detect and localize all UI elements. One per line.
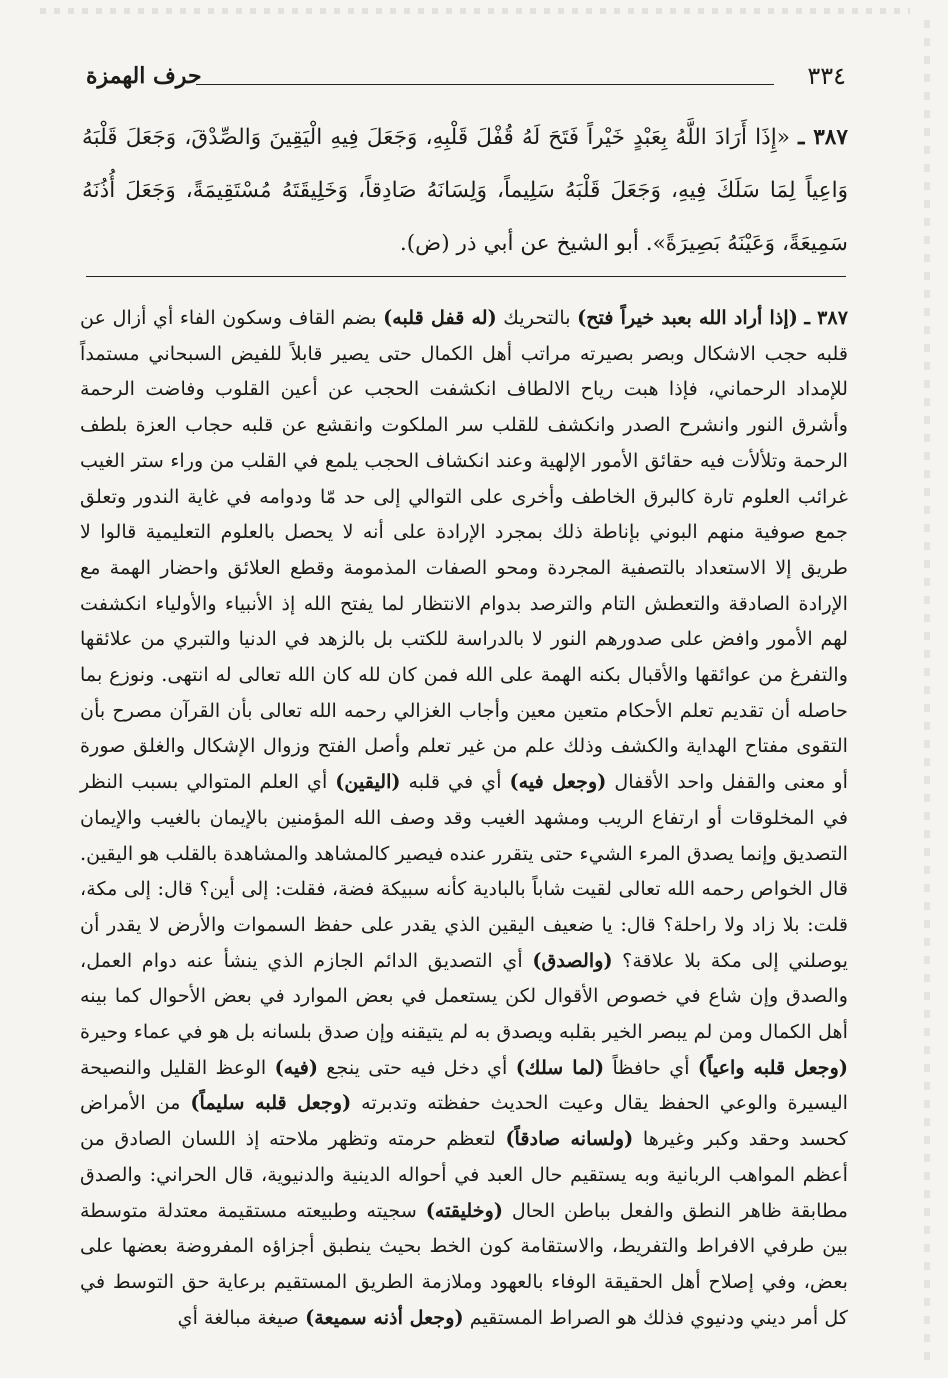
- commentary-text: أي دخل فيه حتى ينجع: [317, 1055, 516, 1079]
- hadith-source: أبو الشيخ عن أبي ذر (ض).: [399, 230, 639, 256]
- chapter-title: حرف الهمزة: [86, 63, 202, 89]
- commentary-text: سجيته وطبيعته مستقيمة معتدلة متوسطة بين طرفي الافراط والتفريط، والاستقامة كون الخط بحيث ينطبق أجزاؤه المفروضة بعضها على بعض، وفي إصلاح أهل الحقيقة الوفاء بالعهود وملازمة الطريق المستقيم برعاية حق التوسط في كل أمر ديني ودنيوي فذلك هو الصراط المستقيم: [80, 1198, 848, 1329]
- commentary-text: الوعظ القليل والنصيحة اليسيرة والوعي الحفظ يقال وعيت الحديث حفظته وتدبرته: [80, 1055, 848, 1115]
- page-number: ٣٣٤: [807, 62, 846, 90]
- commentary-text: من الأمراض كحسد وحقد وكبر وغيرها: [80, 1091, 848, 1151]
- commentary-quote: (وخليقته): [425, 1198, 503, 1222]
- scan-edge-right: [924, 20, 930, 1360]
- commentary-text: أي العلم المتوالي بسبب النظر في المخلوقات أو ارتفاع الريب ومشهد الغيب وقد وصف الله المؤمنين بالإيمان بالغيب والإيمان التصديق وإنما يصدق المرء الشيء حتى يتقرر عنده فيصير كالمشاهد والمشاهدة بالقلب هو اليقين. قال الخواص رحمه الله تعالى لقيت شاباً بالبادية كأنه سبيكة فضة، فقلت: إلى أين؟ قال: إلى مكة، قلت: بلا زاد ولا راحلة؟ قال: يا ضعيف اليقين الذي يقدر على حفظ السموات والأرض لا يقدر أن يوصلني إلى مكة بلا علاقة؟: [80, 770, 848, 972]
- commentary-quote: (وجعل قلبه واعياً): [697, 1055, 848, 1079]
- commentary-number: ٣٨٧ ـ: [804, 306, 848, 329]
- commentary-text: بالتحريك: [496, 306, 578, 329]
- commentary-quote: (فيه): [274, 1055, 318, 1079]
- commentary-quote: (والصدق): [532, 948, 613, 972]
- hadith-body: «إِذَا أَرَادَ اللَّهُ بِعَبْدٍ خَيْراً فَتَحَ لَهُ قُفْلَ قَلْبِهِ، وَجَعَلَ فِيهِ الْيَقِينَ وَالصِّدْقَ، وَجَعَلَ قَلْبَهُ وَاعِياً لِمَا سَلَكَ فِيهِ، وَجَعَلَ قَلْبَهُ سَلِيماً، وَلِسَانَهُ صَادِقاً، وَخَلِيقَتَهُ مُسْتَقِيمَةً، وَجَعَلَ أُذُنَهُ سَمِيعَةً، وَعَيْنَهُ بَصِيرَةً».: [82, 125, 848, 256]
- footnote-divider: [86, 276, 846, 277]
- commentary-quote: (وجعل فيه): [509, 770, 607, 794]
- commentary-quote: (له قفل قلبه): [383, 306, 497, 329]
- commentary-text: أي التصديق الدائم الجازم الذي ينشأ عنه دوام العمل، والصدق وإن شاع في خصوص الأقوال لكن يستعمل في بعض الموارد في بعض الأحوال كما بينه أهل الكمال ومن لم يبصر الخير بقلبه ويصدق به لم يتيقنه وإن صدق بلسانه بل هو في عماء وحيرة: [80, 948, 848, 1044]
- commentary: [80, 300, 848, 1335]
- commentary-text: صيغة مبالغة أي: [177, 1305, 306, 1329]
- commentary-quote: (لما سلك): [515, 1055, 605, 1079]
- commentary-text: لتعظم حرمته وتظهر ملاحته إذ اللسان الصادق من أعظم المواهب الربانية وبه يستقيم حال العبد في أحواله الدينية والدنيوية، قال الحراني: والصدق مطابقة ظاهر النطق والفعل بباطن الحال: [80, 1127, 848, 1222]
- hadith-text: [82, 112, 848, 270]
- commentary-text: أي حافظاً: [604, 1055, 698, 1079]
- commentary-quote: (ولسانه صادقاً): [505, 1127, 634, 1151]
- hadith-number: ٣٨٧ ـ: [798, 125, 848, 150]
- header-rule: [196, 84, 774, 85]
- scan-edge-top: [40, 8, 910, 14]
- commentary-quote: (إذا أراد الله بعبد خيراً فتح): [577, 306, 798, 329]
- commentary-quote: (اليقين): [335, 770, 401, 794]
- commentary-text: أي في قلبه: [400, 770, 510, 794]
- running-header: [86, 62, 846, 92]
- commentary-text: بضم القاف وسكون الفاء أي أزال عن قلبه حجب الاشكال وبصر بصيرته مراتب أهل الكمال حتى يصير قابلاً للفيض السبحاني مستمداً للإمداد الرحماني، فإذا هبت رياح الالطاف انكشفت الحجب عن أعين القلوب وفاضت الرحمة وأشرق النور وانشرح الصدر وانكشف للقلب سر الملكوت وانقشع عن قلبه حجاب العزة بلطف الرحمة وتلألأت فيه حقائق الأمور الإلهية وعند انكشاف الحجب يلمع في القلب من وراء ستر الغيب غرائب العلوم تارة كالبرق الخاطف وأخرى على التوالي إلى حد مّا ودوامه في غاية الندور وتعلق جمع صوفية منهم البوني بإناطة ذلك بمجرد الإرادة على أنه لا يحصل بالعلوم التعليمية قالوا لا طريق إلا الاستعداد بالتصفية المجردة ومحو الصفات المذمومة وقطع العلائق واحضار الهمة مع الإرادة الصادقة والتعطش التام والترصد بدوام الانتظار لما يفتح الله إذ الأنبياء والأولياء انكشفت لهم الأمور وافض على صدورهم النور لا بالدراسة للكتب بل بالزهد في الدنيا والتبري من علائقها والتفرغ من عوائقها والأقبال بكنه الهمة على الله فمن كان لله كان الله تعالى له انتهى. ونوزع بما حاصله أن تقديم تعلم الأحكام متعين معين وأجاب الغزالي رحمه الله تعالى بأن القرآن مصرح بأن التقوى مفتاح الهداية والكشف وذلك علم من غير تعلم وأصل الفتح وزوال الإشكال والغلق صورة أو معنى والقفل واحد الأقفال: [80, 306, 848, 794]
- commentary-quote: (وجعل أذنه سميعة): [305, 1305, 464, 1329]
- commentary-quote: (وجعل قلبه سليماً): [190, 1091, 352, 1115]
